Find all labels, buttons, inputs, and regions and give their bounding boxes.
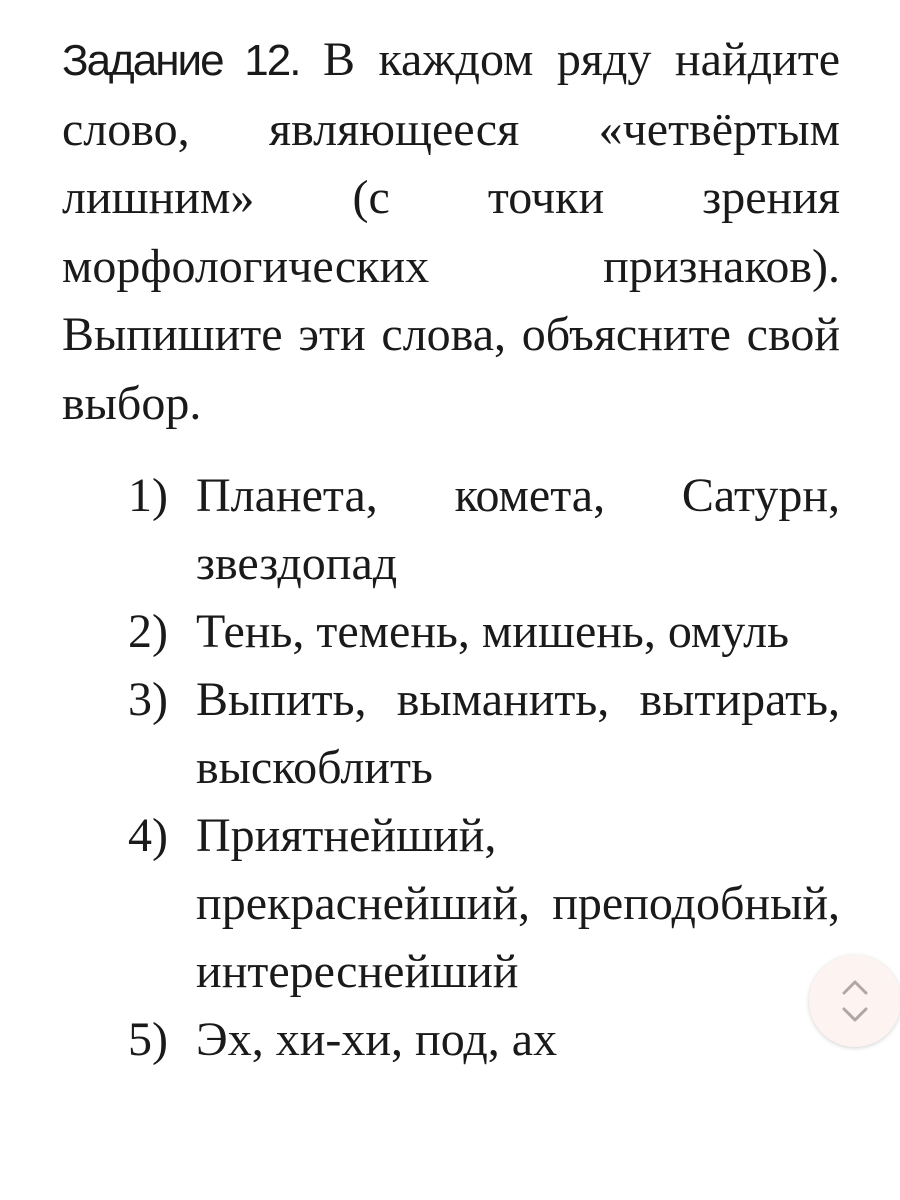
list-item <box>62 462 840 598</box>
task-document <box>62 26 840 1074</box>
scroll-navigation-button[interactable] <box>809 955 900 1047</box>
list-item-text: Планета, комета, Сатурн, звездопад <box>196 469 840 590</box>
list-item-number: 3) <box>128 673 168 726</box>
list-item-text: Тень, темень, мишень, омуль <box>196 605 790 658</box>
list-item <box>62 666 840 802</box>
chevron-down-icon[interactable] <box>842 1007 868 1023</box>
list-item <box>62 1006 840 1074</box>
task-instructions-text: В каждом ряду найдите слово, являющееся «четвёртым лишним» (с точки зрения морфологических признаков). Выпишите эти слова, объясните свой выбор. <box>62 33 840 430</box>
list-item <box>62 598 840 666</box>
task-list <box>62 462 840 1074</box>
task-label: Задание 12. <box>62 36 300 85</box>
list-item-text: Приятнейший, прекраснейший, преподобный, интереснейший <box>196 809 840 998</box>
list-item <box>62 802 840 1006</box>
list-item-number: 5) <box>128 1013 168 1066</box>
list-item-number: 1) <box>128 469 168 522</box>
chevron-up-icon[interactable] <box>842 979 868 995</box>
list-item-number: 2) <box>128 605 168 658</box>
task-instructions <box>62 26 840 438</box>
list-item-text: Выпить, выманить, вытирать, выскоблить <box>196 673 840 794</box>
list-item-number: 4) <box>128 809 168 862</box>
list-item-text: Эх, хи-хи, под, ах <box>196 1013 558 1066</box>
